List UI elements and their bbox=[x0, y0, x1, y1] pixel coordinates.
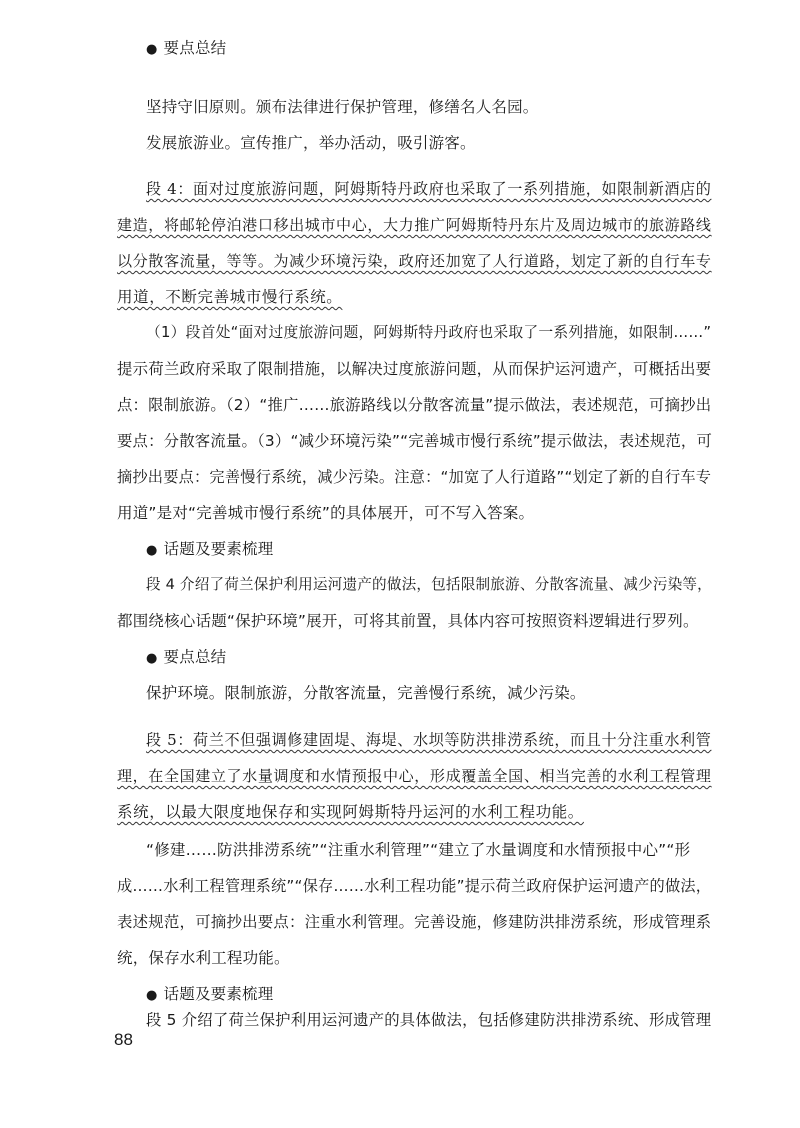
text-line: “修建……防洪排涝系统”“注重水利管理”“建立了水量调度和水情预报中心”“形 bbox=[146, 841, 691, 859]
text-line: 表述规范，可摘抄出要点：注重水利管理。完善设施，修建防洪排涝系统，形成管理系 bbox=[117, 913, 712, 931]
quote-line: 段 5：荷兰不但强调修建固堤、海堤、水坝等防洪排涝系统，而且十分注重水利管 bbox=[146, 731, 712, 749]
quote-line: 建造，将邮轮停泊港口移出城市中心，大力推广阿姆斯特丹东片及周边城市的旅游路线 bbox=[117, 216, 712, 234]
text-line: 点：限制旅游。（2）“推广……旅游路线以分散客流量”提示做法，表述规范，可摘抄出 bbox=[117, 396, 712, 414]
page-number: 88 bbox=[114, 1030, 133, 1049]
text-line: 坚持守旧原则。颁布法律进行保护管理，修缮名人名园。 bbox=[146, 98, 539, 116]
section-heading: ● 要点总结 bbox=[146, 647, 226, 669]
text-line: 用道”是对“完善城市慢行系统”的具体展开，可不写入答案。 bbox=[117, 504, 535, 522]
text-line: 统，保存水利工程功能。 bbox=[117, 949, 290, 967]
text-line: 保护环境。限制旅游，分散客流量，完善慢行系统，减少污染。 bbox=[146, 684, 586, 702]
quote-line: 理，在全国建立了水量调度和水情预报中心，形成覆盖全国、相当完善的水利工程管理 bbox=[117, 767, 712, 785]
quote-line: 以分散客流量，等等。为减少环境污染，政府还加宽了人行道路，划定了新的自行车专 bbox=[117, 252, 712, 270]
text-line: 成……水利工程管理系统”“保存……水利工程功能”提示荷兰政府保护运河遗产的做法， bbox=[117, 877, 712, 895]
section-heading: ● 话题及要素梳理 bbox=[146, 539, 273, 561]
text-line: 段 4 介绍了荷兰保护利用运河遗产的做法，包括限制旅游、分散客流量、减少污染等， bbox=[146, 576, 712, 593]
quote-line: 用道，不断完善城市慢行系统。 bbox=[117, 288, 343, 306]
text-line: 都围绕核心话题“保护环境”展开，可将其前置，具体内容可按照资料逻辑进行罗列。 bbox=[117, 612, 699, 630]
text-line: 要点：分散客流量。（3）“减少环境污染”“完善城市慢行系统”提示做法，表述规范，可 bbox=[117, 432, 713, 450]
text-line: （1）段首处“面对过度旅游问题，阿姆斯特丹政府也采取了一系列措施，如限制……” bbox=[146, 324, 712, 341]
text-line: 段 5 介绍了荷兰保护利用运河遗产的具体做法，包括修建防洪排涝系统、形成管理 bbox=[146, 1011, 712, 1029]
text-line: 发展旅游业。宣传推广，举办活动，吸引游客。 bbox=[146, 134, 476, 152]
quote-line: 系统，以最大限度地保存和实现阿姆斯特丹运河的水利工程功能。 bbox=[117, 803, 584, 821]
section-heading: ● 话题及要素梳理 bbox=[146, 984, 273, 1006]
text-line: 摘抄出要点：完善慢行系统，减少污染。注意：“加宽了人行道路”“划定了新的自行车专 bbox=[117, 468, 712, 486]
text-line: 提示荷兰政府采取了限制措施，以解决过度旅游问题，从而保护运河遗产，可概括出要 bbox=[117, 360, 712, 378]
quote-line: 段 4：面对过度旅游问题，阿姆斯特丹政府也采取了一系列措施，如限制新酒店的 bbox=[146, 180, 712, 198]
section-heading: ● 要点总结 bbox=[146, 38, 226, 60]
